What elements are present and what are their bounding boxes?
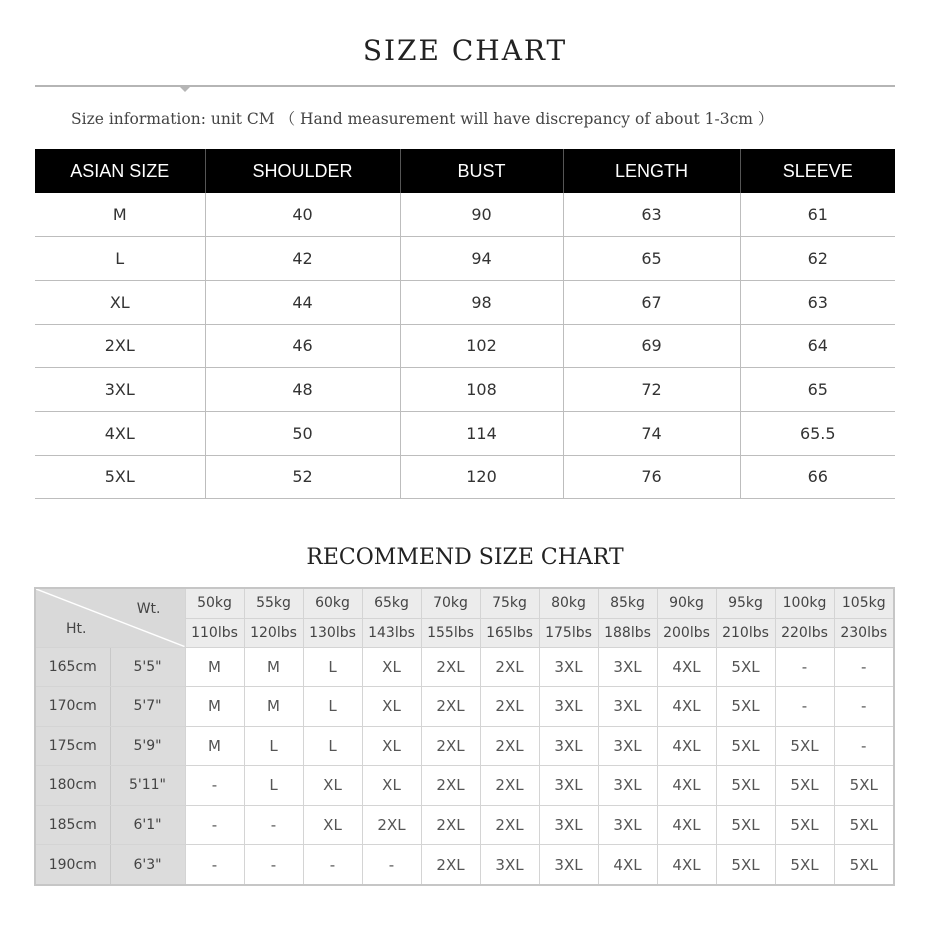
recommended-size-cell: 3XL bbox=[480, 845, 539, 885]
weight-lbs-header: 155lbs bbox=[421, 618, 480, 647]
recommended-size-cell: 5XL bbox=[834, 845, 893, 885]
weight-lbs-header: 130lbs bbox=[303, 618, 362, 647]
header-bust: BUST bbox=[400, 149, 563, 193]
recommended-size-cell: M bbox=[244, 687, 303, 727]
height-label: Ht. bbox=[66, 620, 87, 637]
weight-kg-header: 60kg bbox=[303, 589, 362, 618]
table-row bbox=[36, 726, 893, 766]
header-sleeve: SLEEVE bbox=[740, 149, 895, 193]
size-label-cell: 3XL bbox=[35, 368, 205, 412]
table-row bbox=[36, 647, 893, 687]
height-ft-cell: 6'1" bbox=[110, 805, 185, 845]
height-ft-cell: 5'9" bbox=[110, 726, 185, 766]
recommended-size-cell: L bbox=[244, 726, 303, 766]
recommended-size-cell: 2XL bbox=[480, 726, 539, 766]
measurement-cell: 64 bbox=[740, 324, 895, 368]
recommended-size-cell: 2XL bbox=[421, 726, 480, 766]
measurement-cell: 44 bbox=[205, 280, 400, 324]
height-cm-cell: 190cm bbox=[36, 845, 110, 885]
table-row bbox=[35, 280, 895, 324]
recommended-size-cell: 3XL bbox=[598, 647, 657, 687]
weight-lbs-header: 230lbs bbox=[834, 618, 893, 647]
recommended-size-cell: 5XL bbox=[716, 845, 775, 885]
recommended-size-cell: XL bbox=[362, 766, 421, 806]
weight-lbs-header: 220lbs bbox=[775, 618, 834, 647]
recommended-size-cell: - bbox=[775, 647, 834, 687]
table-row bbox=[35, 324, 895, 368]
recommended-size-cell: 4XL bbox=[657, 845, 716, 885]
header-asian-size: ASIAN SIZE bbox=[35, 149, 205, 193]
recommended-size-cell: 5XL bbox=[716, 805, 775, 845]
recommended-size-cell: XL bbox=[303, 805, 362, 845]
recommended-size-cell: 4XL bbox=[657, 687, 716, 727]
measurement-cell: 76 bbox=[563, 455, 740, 499]
recommended-size-cell: XL bbox=[362, 687, 421, 727]
size-label-cell: XL bbox=[35, 280, 205, 324]
recommended-size-cell: 5XL bbox=[716, 726, 775, 766]
weight-lbs-header: 175lbs bbox=[539, 618, 598, 647]
weight-kg-header: 75kg bbox=[480, 589, 539, 618]
recommended-size-cell: 5XL bbox=[716, 647, 775, 687]
weight-kg-row bbox=[36, 589, 893, 618]
recommended-size-cell: L bbox=[303, 647, 362, 687]
measurement-cell: 108 bbox=[400, 368, 563, 412]
recommended-size-cell: 2XL bbox=[421, 805, 480, 845]
measurement-cell: 50 bbox=[205, 411, 400, 455]
recommended-size-cell: 5XL bbox=[834, 805, 893, 845]
weight-lbs-header: 120lbs bbox=[244, 618, 303, 647]
recommended-size-cell: - bbox=[185, 766, 244, 806]
recommended-size-cell: M bbox=[185, 647, 244, 687]
table-row bbox=[36, 766, 893, 806]
recommended-size-cell: 3XL bbox=[598, 726, 657, 766]
measurement-cell: 65 bbox=[563, 237, 740, 281]
height-cm-cell: 170cm bbox=[36, 687, 110, 727]
table-row bbox=[36, 687, 893, 727]
size-label-cell: M bbox=[35, 193, 205, 237]
recommended-size-cell: M bbox=[185, 726, 244, 766]
height-ft-cell: 6'3" bbox=[110, 845, 185, 885]
recommended-size-cell: 3XL bbox=[598, 805, 657, 845]
measurement-cell: 42 bbox=[205, 237, 400, 281]
measurement-cell: 63 bbox=[740, 280, 895, 324]
recommended-size-cell: L bbox=[244, 766, 303, 806]
recommended-size-cell: - bbox=[775, 687, 834, 727]
size-table-header bbox=[35, 149, 895, 193]
divider-notch bbox=[179, 86, 191, 92]
weight-kg-header: 65kg bbox=[362, 589, 421, 618]
measurement-cell: 94 bbox=[400, 237, 563, 281]
weight-kg-header: 105kg bbox=[834, 589, 893, 618]
table-row bbox=[35, 368, 895, 412]
measurement-cell: 62 bbox=[740, 237, 895, 281]
measurement-cell: 120 bbox=[400, 455, 563, 499]
size-label-cell: 2XL bbox=[35, 324, 205, 368]
weight-kg-header: 70kg bbox=[421, 589, 480, 618]
header-length: LENGTH bbox=[563, 149, 740, 193]
table-row bbox=[35, 193, 895, 237]
header-shoulder: SHOULDER bbox=[205, 149, 400, 193]
weight-lbs-header: 200lbs bbox=[657, 618, 716, 647]
measurement-cell: 72 bbox=[563, 368, 740, 412]
recommended-size-cell: - bbox=[244, 845, 303, 885]
weight-kg-header: 95kg bbox=[716, 589, 775, 618]
measurement-cell: 46 bbox=[205, 324, 400, 368]
measurement-cell: 90 bbox=[400, 193, 563, 237]
recommended-size-cell: - bbox=[185, 805, 244, 845]
measurement-cell: 65 bbox=[740, 368, 895, 412]
recommended-size-cell: 3XL bbox=[539, 726, 598, 766]
recommended-size-cell: 2XL bbox=[480, 687, 539, 727]
recommended-size-cell: 3XL bbox=[539, 766, 598, 806]
recommended-size-cell: 3XL bbox=[539, 647, 598, 687]
height-cm-cell: 175cm bbox=[36, 726, 110, 766]
recommended-size-cell: XL bbox=[362, 726, 421, 766]
measurement-cell: 65.5 bbox=[740, 411, 895, 455]
table-row bbox=[35, 411, 895, 455]
height-ft-cell: 5'11" bbox=[110, 766, 185, 806]
recommended-size-cell: - bbox=[362, 845, 421, 885]
weight-lbs-header: 143lbs bbox=[362, 618, 421, 647]
height-cm-cell: 185cm bbox=[36, 805, 110, 845]
recommended-size-cell: 4XL bbox=[657, 726, 716, 766]
recommend-size-chart bbox=[34, 587, 895, 886]
recommended-size-cell: 2XL bbox=[421, 647, 480, 687]
measurement-cell: 52 bbox=[205, 455, 400, 499]
weight-lbs-header: 165lbs bbox=[480, 618, 539, 647]
recommended-size-cell: 3XL bbox=[539, 845, 598, 885]
recommended-size-cell: 2XL bbox=[421, 766, 480, 806]
recommended-size-cell: 4XL bbox=[657, 766, 716, 806]
recommended-size-cell: - bbox=[303, 845, 362, 885]
table-row bbox=[36, 845, 893, 885]
recommended-size-cell: - bbox=[834, 687, 893, 727]
measurement-cell: 114 bbox=[400, 411, 563, 455]
recommend-title: RECOMMEND SIZE CHART bbox=[306, 545, 624, 570]
recommended-size-cell: 2XL bbox=[421, 687, 480, 727]
weight-lbs-header: 188lbs bbox=[598, 618, 657, 647]
recommended-size-cell: M bbox=[185, 687, 244, 727]
weight-label: Wt. bbox=[136, 601, 161, 617]
recommended-size-cell: 4XL bbox=[598, 845, 657, 885]
recommended-size-cell: M bbox=[244, 647, 303, 687]
page-title: SIZE CHART bbox=[362, 34, 568, 67]
weight-lbs-header: 110lbs bbox=[185, 618, 244, 647]
recommended-size-cell: XL bbox=[362, 647, 421, 687]
recommended-size-cell: 5XL bbox=[775, 726, 834, 766]
weight-kg-header: 90kg bbox=[657, 589, 716, 618]
measurement-cell: 67 bbox=[563, 280, 740, 324]
measurement-cell: 74 bbox=[563, 411, 740, 455]
recommended-size-cell: 2XL bbox=[480, 766, 539, 806]
table-row bbox=[35, 455, 895, 499]
recommended-size-cell: 5XL bbox=[775, 845, 834, 885]
recommended-size-cell: 3XL bbox=[539, 805, 598, 845]
recommended-size-cell: - bbox=[185, 845, 244, 885]
recommended-size-cell: 2XL bbox=[362, 805, 421, 845]
measurement-cell: 66 bbox=[740, 455, 895, 499]
height-cm-cell: 165cm bbox=[36, 647, 110, 687]
measurement-cell: 63 bbox=[563, 193, 740, 237]
table-row bbox=[36, 805, 893, 845]
title-divider bbox=[35, 85, 895, 87]
diagonal-divider bbox=[36, 589, 185, 647]
recommended-size-cell: XL bbox=[303, 766, 362, 806]
recommended-size-cell: 5XL bbox=[716, 766, 775, 806]
height-cm-cell: 180cm bbox=[36, 766, 110, 806]
recommended-size-cell: 5XL bbox=[716, 687, 775, 727]
recommended-size-cell: - bbox=[244, 805, 303, 845]
measurement-cell: 69 bbox=[563, 324, 740, 368]
weight-lbs-header: 210lbs bbox=[716, 618, 775, 647]
size-info-note: Size information: unit CM （ Hand measurement will have discrepancy of about 1-3cm ） bbox=[71, 110, 774, 128]
recommended-size-cell: L bbox=[303, 687, 362, 727]
weight-kg-header: 100kg bbox=[775, 589, 834, 618]
recommended-size-cell: L bbox=[303, 726, 362, 766]
recommended-size-cell: 3XL bbox=[598, 766, 657, 806]
recommended-size-cell: 4XL bbox=[657, 805, 716, 845]
recommended-size-cell: 3XL bbox=[598, 687, 657, 727]
height-ft-cell: 5'5" bbox=[110, 647, 185, 687]
height-ft-cell: 5'7" bbox=[110, 687, 185, 727]
measurement-cell: 61 bbox=[740, 193, 895, 237]
table-corner bbox=[36, 589, 185, 647]
size-label-cell: L bbox=[35, 237, 205, 281]
weight-kg-header: 80kg bbox=[539, 589, 598, 618]
size-label-cell: 5XL bbox=[35, 455, 205, 499]
recommended-size-cell: 5XL bbox=[775, 805, 834, 845]
weight-kg-header: 55kg bbox=[244, 589, 303, 618]
recommended-size-cell: 2XL bbox=[421, 845, 480, 885]
recommended-size-cell: 5XL bbox=[775, 766, 834, 806]
measurement-cell: 48 bbox=[205, 368, 400, 412]
table-row bbox=[35, 237, 895, 281]
recommended-size-cell: - bbox=[834, 726, 893, 766]
size-table bbox=[35, 149, 895, 499]
measurement-cell: 40 bbox=[205, 193, 400, 237]
measurement-cell: 98 bbox=[400, 280, 563, 324]
size-label-cell: 4XL bbox=[35, 411, 205, 455]
recommended-size-cell: 3XL bbox=[539, 687, 598, 727]
weight-kg-header: 85kg bbox=[598, 589, 657, 618]
weight-kg-header: 50kg bbox=[185, 589, 244, 618]
measurement-cell: 102 bbox=[400, 324, 563, 368]
recommended-size-cell: - bbox=[834, 647, 893, 687]
recommended-size-cell: 2XL bbox=[480, 805, 539, 845]
recommended-size-cell: 4XL bbox=[657, 647, 716, 687]
recommended-size-cell: 5XL bbox=[834, 766, 893, 806]
recommended-size-cell: 2XL bbox=[480, 647, 539, 687]
